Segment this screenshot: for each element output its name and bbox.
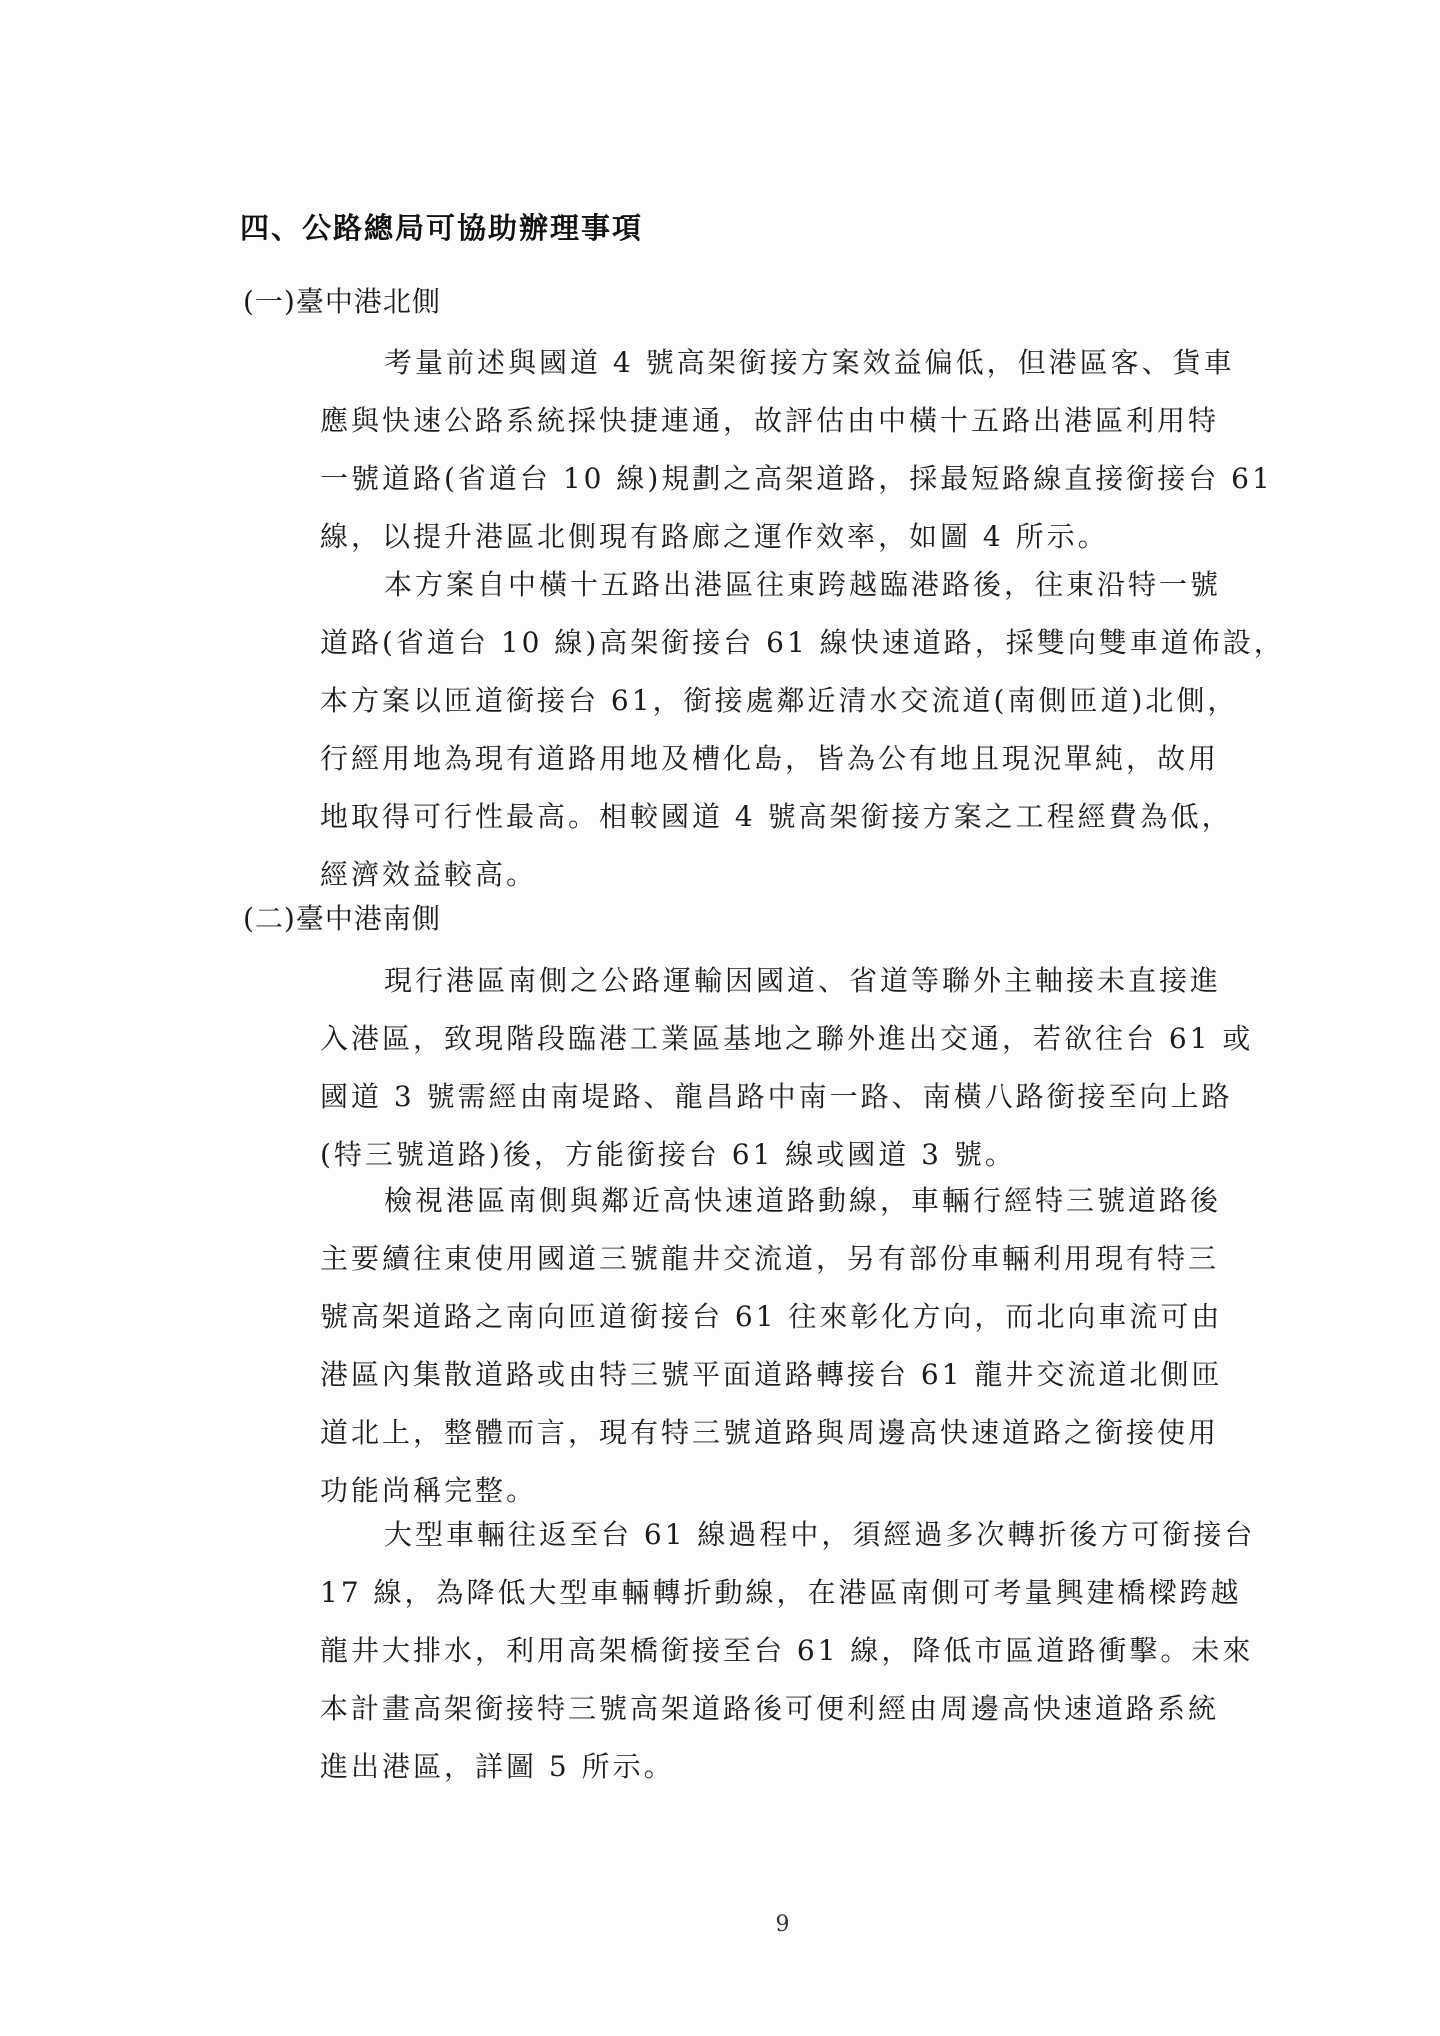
paragraph-line: 號高架道路之南向匝道銜接台 61 往來彰化方向，而北向車流可由	[320, 1300, 1223, 1333]
paragraph-line: 本方案自中橫十五路出港區往東跨越臨港路後，往東沿特一號	[384, 568, 1222, 601]
paragraph-south-1	[320, 952, 1300, 1184]
paragraph-line: 本方案以匝道銜接台 61，銜接處鄰近清水交流道(南側匝道)北側，	[320, 684, 1239, 717]
paragraph-line: 地取得可行性最高。相較國道 4 號高架銜接方案之工程經費為低，	[320, 800, 1233, 833]
paragraph-line: 經濟效益較高。	[320, 858, 538, 891]
paragraph-line: 道北上，整體而言，現有特三號道路與周邊高快速道路之銜接使用	[320, 1416, 1220, 1449]
paragraph-line: 道路(省道台 10 線)高架銜接台 61 線快速道路，採雙向雙車道佈設，	[320, 626, 1285, 659]
paragraph-line: 港區內集散道路或由特三號平面道路轉接台 61 龍井交流道北側匝	[320, 1358, 1223, 1391]
paragraph-line: 本計畫高架銜接特三號高架道路後可便利經由周邊高快速道路系統	[320, 1692, 1220, 1725]
subsection-title-south: (二)臺中港南側	[243, 902, 441, 935]
page-number: 9	[775, 1912, 790, 1937]
paragraph-line: 國道 3 號需經由南堤路、龍昌路中南一路、南橫八路銜接至向上路	[320, 1080, 1233, 1113]
paragraph-line: (特三號道路)後，方能銜接台 61 線或國道 3 號。	[320, 1138, 1016, 1171]
paragraph-line: 龍井大排水，利用高架橋銜接至台 61 線，降低市區道路衝擊。未來	[320, 1634, 1254, 1667]
paragraph-south-3	[320, 1506, 1300, 1796]
paragraph-line: 大型車輛往返至台 61 線過程中，須經過多次轉折後方可銜接台	[384, 1518, 1256, 1551]
paragraph-south-2	[320, 1172, 1300, 1520]
section-heading: 四、公路總局可協助辦理事項	[240, 211, 644, 245]
paragraph-line: 進出港區，詳圖 5 所示。	[320, 1750, 675, 1783]
paragraph-line: 功能尚稱完整。	[320, 1474, 538, 1507]
paragraph-line: 17 線，為降低大型車輛轉折動線，在港區南側可考量興建橋樑跨越	[320, 1576, 1242, 1609]
paragraph-line: 應與快速公路系統採快捷連通，故評估由中橫十五路出港區利用特	[320, 404, 1220, 437]
paragraph-north-1	[320, 334, 1300, 566]
paragraph-line: 現行港區南側之公路運輸因國道、省道等聯外主軸接未直接進	[384, 964, 1222, 997]
paragraph-line: 考量前述與國道 4 號高架銜接方案效益偏低，但港區客、貨車	[384, 346, 1235, 379]
paragraph-line: 行經用地為現有道路用地及槽化島，皆為公有地且現況單純，故用	[320, 742, 1220, 775]
paragraph-line: 檢視港區南側與鄰近高快速道路動線，車輛行經特三號道路後	[384, 1184, 1222, 1217]
paragraph-line: 一號道路(省道台 10 線)規劃之高架道路，採最短路線直接銜接台 61	[320, 462, 1273, 495]
paragraph-north-2	[320, 556, 1300, 904]
paragraph-line: 線，以提升港區北側現有路廊之運作效率，如圖 4 所示。	[320, 520, 1109, 553]
paragraph-line: 主要續往東使用國道三號龍井交流道，另有部份車輛利用現有特三	[320, 1242, 1220, 1275]
paragraph-line: 入港區，致現階段臨港工業區基地之聯外進出交通，若欲往台 61 或	[320, 1022, 1254, 1055]
subsection-title-north: (一)臺中港北側	[243, 285, 441, 318]
